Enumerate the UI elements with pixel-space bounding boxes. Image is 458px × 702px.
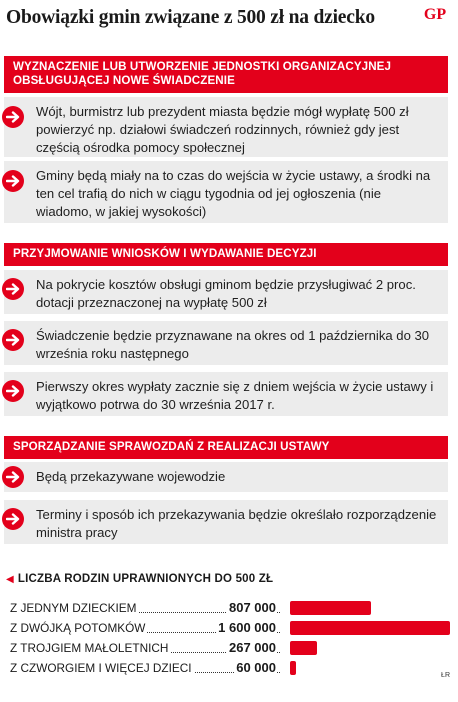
- bar: [290, 641, 317, 655]
- item-text: Świadczenie będzie przyznawane na okres od 1 października do 30 września roku następnego: [36, 328, 430, 361]
- category-label-text: Z DWÓJKĄ POTOMKÓW: [10, 621, 146, 635]
- data-label: 267 000: [227, 638, 276, 658]
- category-label-text: Z CZWORGIEM I WIĘCEJ DZIECI: [10, 661, 192, 675]
- list-item: [4, 97, 448, 157]
- item-text: Wójt, burmistrz lub prezydent miasta będzie mógł wypłatę 500 zł powierzyć np. działowi świadczeń rodzinnych, również gdy jest częścią ośrodka pomocy społecznej: [36, 104, 409, 155]
- chart-row: [10, 598, 450, 618]
- data-label: 807 000: [227, 598, 276, 618]
- bar: [290, 621, 450, 635]
- section-header-2: PRZYJMOWANIE WNIOSKÓW I WYDAWANIE DECYZJI: [4, 243, 448, 266]
- section-header-3: SPORZĄDZANIE SPRAWOZDAŃ Z REALIZACJI USTAWY: [4, 436, 448, 459]
- arrow-right-icon: [2, 466, 24, 488]
- item-text: Będą przekazywane wojewodzie: [36, 469, 226, 484]
- arrow-right-icon: [2, 278, 24, 300]
- item-text: Terminy i sposób ich przekazywania będzie określało rozporządzenie ministra pracy: [36, 507, 437, 540]
- publisher-logo: GP: [423, 6, 447, 23]
- section-header-1: WYZNACZENIE LUB UTWORZENIE JEDNOSTKI ORGANIZACYJNEJ OBSŁUGUJĄCEJ NOWE ŚWIADCZENIE: [4, 56, 448, 93]
- chart-row: [10, 618, 450, 638]
- list-item: [4, 161, 448, 223]
- arrow-right-icon: [2, 380, 24, 402]
- bar: [290, 661, 296, 675]
- item-text: Pierwszy okres wypłaty zacznie się z dniem wejścia w życie ustawy i wyjątkowo potrwa do 30 września 2017 r.: [36, 379, 434, 412]
- list-item: [4, 500, 448, 544]
- category-label-text: Z TROJGIEM MAŁOLETNICH: [10, 641, 169, 655]
- chart-row: [10, 638, 450, 658]
- category-label-text: Z JEDNYM DZIECKIEM: [10, 601, 137, 615]
- chart-title-text: LICZBA RODZIN UPRAWNIONYCH DO 500 ZŁ: [17, 573, 274, 585]
- list-item: [4, 270, 448, 314]
- list-item: [4, 321, 448, 365]
- arrow-right-icon: [2, 170, 24, 192]
- item-text: Na pokrycie kosztów obsługi gminom będzie przysługiwać 2 proc. dotacji przeznaczonej na wypłatę 500 zł: [36, 277, 416, 310]
- triangle-icon: ◀: [6, 574, 14, 585]
- arrow-right-icon: [2, 508, 24, 530]
- chart-row: [10, 658, 450, 678]
- data-label: 1 600 000: [216, 618, 276, 638]
- list-item: [4, 462, 448, 492]
- source-credit: ŁR: [441, 672, 450, 679]
- arrow-right-icon: [2, 329, 24, 351]
- list-item: [4, 372, 448, 416]
- page-title: Obowiązki gmin związane z 500 zł na dziecko: [6, 7, 375, 28]
- bar: [290, 601, 371, 615]
- data-label: 60 000: [234, 658, 276, 678]
- chart-title: [6, 573, 273, 585]
- item-text: Gminy będą miały na to czas do wejścia w życie ustawy, a środki na ten cel trafią do nich w ciągu tygodnia od jej ogłoszenia (nie wiadomo, w jakiej wysokości): [36, 168, 431, 219]
- arrow-right-icon: [2, 106, 24, 128]
